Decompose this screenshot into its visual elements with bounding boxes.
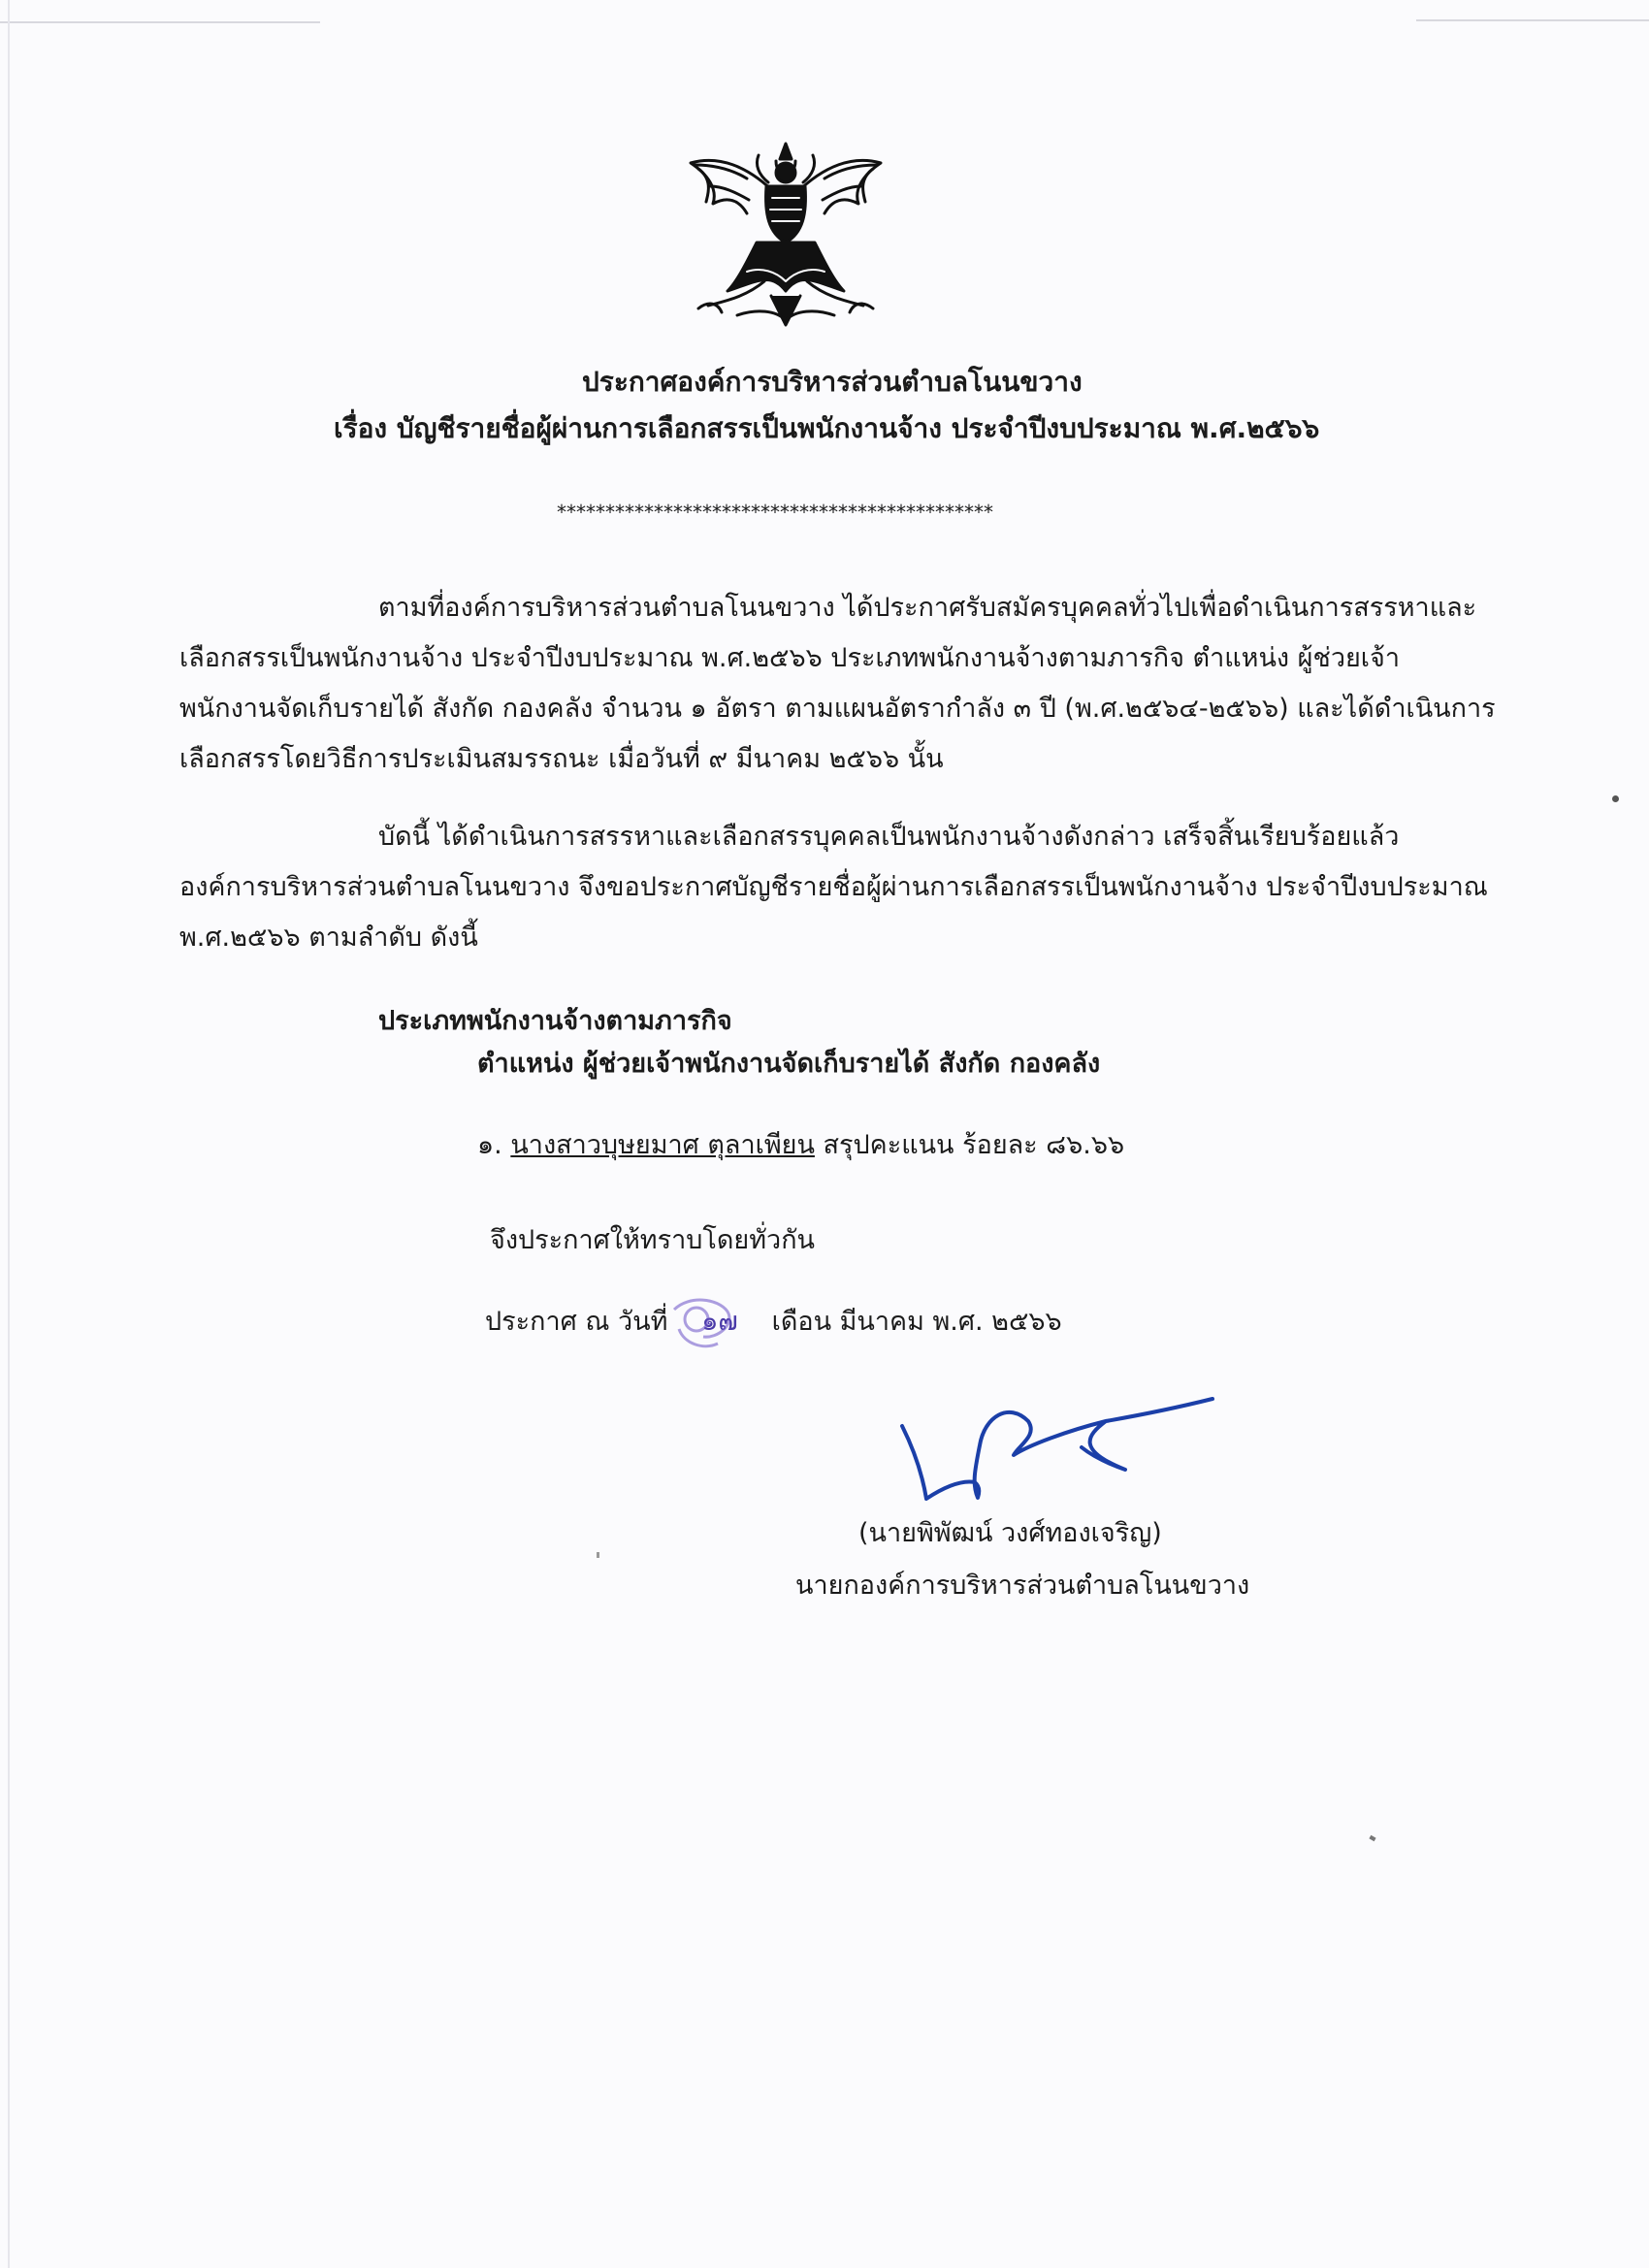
candidate-score: สรุปคะแนน ร้อยละ ๘๖.๖๖ [823, 1130, 1125, 1160]
announcement-subject: เรื่อง บัญชีรายชื่อผู้ผ่านการเลือกสรรเป็นพนักงานจ้าง ประจำปีงบประมาณ พ.ศ.๒๕๖๖ [334, 412, 1320, 444]
paragraph-line: พนักงานจัดเก็บรายได้ สังกัด กองคลัง จำนวน ๑ อัตรา ตามแผนอัตรากำลัง ๓ ปี (พ.ศ.๒๕๖๔-๒๕๖๖) และได้ดำเนินการ [179, 694, 1496, 724]
scan-speck [1612, 795, 1619, 802]
ink-stamp-icon [660, 1290, 747, 1358]
garuda-emblem-icon [679, 136, 892, 330]
paragraph-line: บัดนี้ ได้ดำเนินการสรรหาและเลือกสรรบุคคลเป็นพนักงานจ้างดังกล่าว เสร็จสิ้นเรียบร้อยแล้ว [378, 822, 1400, 852]
date-prefix: ประกาศ ณ วันที่ [485, 1307, 668, 1337]
employee-category: ประเภทพนักงานจ้างตามภารกิจ [378, 1006, 732, 1036]
date-suffix: เดือน มีนาคม พ.ศ. ๒๕๖๖ [771, 1307, 1062, 1337]
date-day: ๑๗ [701, 1307, 738, 1337]
page-edge [8, 0, 10, 2268]
candidate-name: นางสาวบุษยมาศ ตุลาเพียน [510, 1130, 815, 1160]
candidate-number: ๑. [477, 1130, 502, 1160]
paragraph-line: องค์การบริหารส่วนตำบลโนนขวาง จึงขอประกาศบัญชีรายชื่อผู้ผ่านการเลือกสรรเป็นพนักงานจ้าง ประจำปีงบประมาณ [179, 872, 1488, 902]
paragraph-line: เลือกสรรเป็นพนักงานจ้าง ประจำปีงบประมาณ พ.ศ.๒๕๖๖ ประเภทพนักงานจ้างตามภารกิจ ตำแหน่ง ผู้ช่วยเจ้า [179, 643, 1401, 673]
scan-speck [597, 1552, 599, 1558]
closing-statement: จึงประกาศให้ทราบโดยทั่วกัน [490, 1225, 815, 1255]
announcement-title: ประกาศองค์การบริหารส่วนตำบลโนนขวาง [582, 366, 1083, 398]
paragraph-line: พ.ศ.๒๕๖๖ ตามลำดับ ดังนี้ [179, 923, 478, 953]
signature-icon [883, 1377, 1232, 1513]
scan-speck [1369, 1835, 1375, 1841]
signer-name: (นายพิพัฒน์ วงศ์ทองเจริญ) [858, 1518, 1162, 1548]
separator-line: ********************************************* [557, 501, 993, 524]
paragraph-line: เลือกสรรโดยวิธีการประเมินสมรรถนะ เมื่อวันที่ ๙ มีนาคม ๒๕๖๖ นั้น [179, 744, 944, 774]
position-title: ตำแหน่ง ผู้ช่วยเจ้าพนักงานจัดเก็บรายได้ สังกัด กองคลัง [477, 1049, 1101, 1079]
announcement-date [485, 1300, 1062, 1342]
page-edge [1416, 19, 1649, 21]
candidate-entry [477, 1123, 1124, 1165]
page-edge [0, 21, 320, 23]
signer-title: นายกองค์การบริหารส่วนตำบลโนนขวาง [795, 1571, 1250, 1601]
paragraph-line: ตามที่องค์การบริหารส่วนตำบลโนนขวาง ได้ประกาศรับสมัครบุคคลทั่วไปเพื่อดำเนินการสรรหาและ [378, 593, 1477, 623]
